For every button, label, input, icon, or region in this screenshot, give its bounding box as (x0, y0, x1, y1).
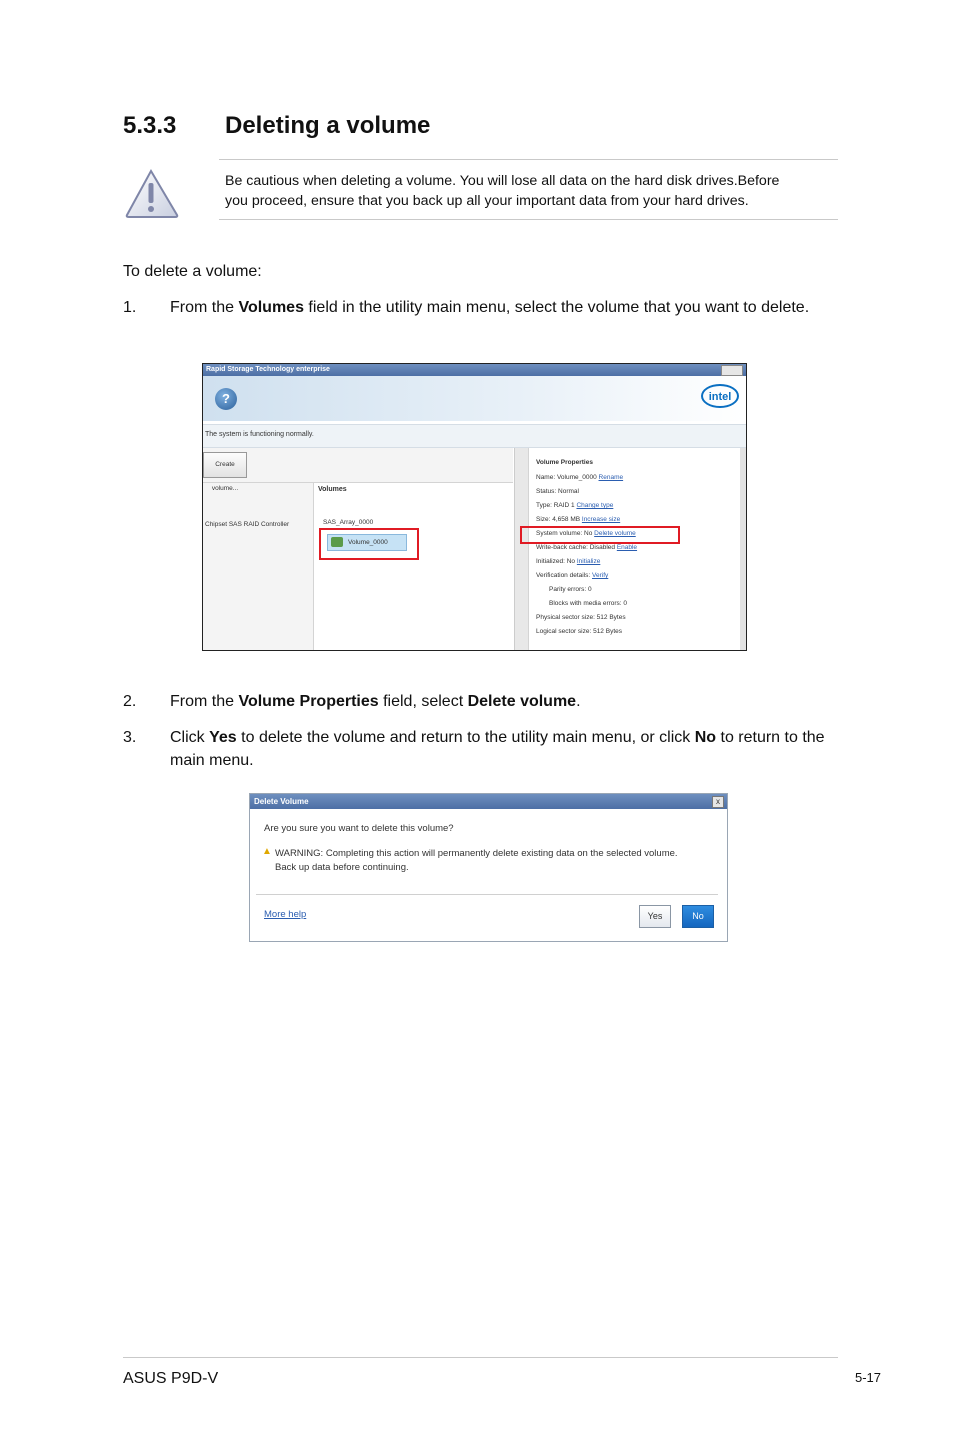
help-icon[interactable]: ? (215, 388, 237, 410)
step-3-pre: Click (170, 729, 210, 746)
delete-volume-highlight-box (520, 526, 680, 544)
intel-logo: intel (701, 384, 739, 408)
dialog-divider (256, 894, 718, 895)
verify-link[interactable]: Verify (592, 572, 609, 579)
caution-text (225, 171, 835, 211)
prop-row (536, 543, 637, 552)
increase-size-link[interactable]: Increase size (581, 516, 621, 523)
prop-text: Parity errors: 0 (549, 586, 592, 593)
step-3-post: to return to the main menu. (170, 729, 825, 769)
yes-button[interactable]: Yes (639, 905, 671, 928)
array-label: SAS_Array_0000 (323, 519, 374, 526)
dialog-question: Are you sure you want to delete this volume? (264, 823, 454, 834)
warning-icon: ▲ (262, 846, 272, 857)
warning-line-2: Back up data before continuing. (275, 862, 409, 873)
step-3-mid: to delete the volume and return to the utility main menu, or click (236, 729, 695, 746)
splitter-handle[interactable] (514, 448, 529, 650)
caution-bottom-rule (219, 219, 838, 220)
caution-top-rule (219, 159, 838, 160)
dialog-titlebar (250, 794, 727, 809)
no-button[interactable]: No (682, 905, 714, 928)
prop-text: Name: Volume_0000 (536, 474, 597, 481)
prop-row (549, 585, 592, 594)
section-number: 5.3.3 (123, 112, 177, 139)
controller-label: Chipset SAS RAID Controller (205, 521, 290, 528)
prop-row (536, 501, 613, 510)
prop-row (549, 599, 627, 608)
prop-text: Initialized: No (536, 558, 576, 565)
step-1-number: 1. (123, 299, 137, 316)
dialog-title: Delete Volume (254, 797, 309, 806)
prop-text: Physical sector size: 512 Bytes (536, 614, 626, 621)
prop-row (536, 487, 579, 496)
prop-row (536, 473, 623, 482)
intro-text: To delete a volume: (123, 263, 262, 280)
prop-text: System volume: No (536, 530, 593, 537)
prop-text: Size: 4,658 MB (536, 516, 581, 523)
prop-text: Blocks with media errors: 0 (549, 600, 628, 607)
volumes-header: Volumes (318, 486, 347, 493)
rste-screenshot (202, 363, 747, 651)
change-type-link[interactable]: Change type (576, 502, 614, 509)
step-2-bold-1: Volume Properties (238, 693, 379, 710)
step-2-number: 2. (123, 693, 137, 710)
warning-triangle-icon (125, 168, 181, 220)
prop-row (536, 557, 600, 566)
prop-text: Write-back cache: Disabled (536, 544, 615, 551)
enable-cache-link[interactable]: Enable (616, 544, 638, 551)
close-icon[interactable]: x (712, 796, 724, 808)
create-volume-button[interactable]: Create volume... (203, 452, 247, 478)
step-3-bold-1: Yes (209, 729, 237, 746)
step-1-text (170, 296, 835, 319)
volume-highlight-box (319, 528, 419, 560)
footer-product: ASUS P9D-V (123, 1370, 219, 1387)
step-3-bold-2: No (694, 729, 717, 746)
status-text: The system is functioning normally. (205, 431, 314, 438)
prop-row (536, 627, 622, 636)
prop-text: Verification details: (536, 572, 591, 579)
volumes-area (314, 483, 513, 650)
window-controls[interactable] (721, 365, 743, 376)
app-banner (203, 376, 746, 421)
initialize-link[interactable]: Initialize (576, 558, 601, 565)
caution-line-1: Be cautious when deleting a volume. You will lose all data on the hard disk drives.Before (225, 173, 780, 189)
step-3-text (170, 726, 835, 772)
window-title: Rapid Storage Technology enterprise (206, 366, 330, 373)
prop-text: Logical sector size: 512 Bytes (536, 628, 622, 635)
caution-line-2: you proceed, ensure that you back up all your important data from your hard drives. (225, 193, 749, 209)
step-3-number: 3. (123, 729, 137, 746)
step-1-bold: Volumes (238, 299, 304, 316)
section-title: Deleting a volume (225, 112, 431, 139)
footer-rule (123, 1357, 838, 1358)
step-2-pre: From the (170, 693, 239, 710)
delete-volume-link[interactable]: Delete volume (594, 530, 636, 537)
step-1-pre: From the (170, 299, 239, 316)
more-help-link[interactable]: More help (264, 909, 307, 920)
delete-volume-dialog (249, 793, 728, 942)
step-2-mid: field, select (378, 693, 468, 710)
prop-text: Status: Normal (536, 488, 579, 495)
page-number: 5-17 (855, 1370, 882, 1385)
volume-item-label: Volume_0000 (348, 539, 388, 546)
step-2-text (170, 690, 835, 713)
dialog-warning (275, 847, 720, 875)
volume-properties-header: Volume Properties (536, 459, 593, 466)
warning-line-1: WARNING: Completing this action will permanently delete existing data on the selected volume. (275, 848, 678, 859)
step-1-post: field in the utility main menu, select the volume that you want to delete. (303, 299, 810, 316)
rename-link[interactable]: Rename (598, 474, 624, 481)
prop-text: Type: RAID 1 (536, 502, 575, 509)
step-2-post: . (576, 693, 581, 710)
prop-row (536, 571, 608, 580)
step-2-bold-2: Delete volume (467, 693, 577, 710)
properties-scrollbar[interactable] (740, 448, 746, 650)
prop-row (536, 515, 620, 524)
prop-row (536, 613, 626, 622)
